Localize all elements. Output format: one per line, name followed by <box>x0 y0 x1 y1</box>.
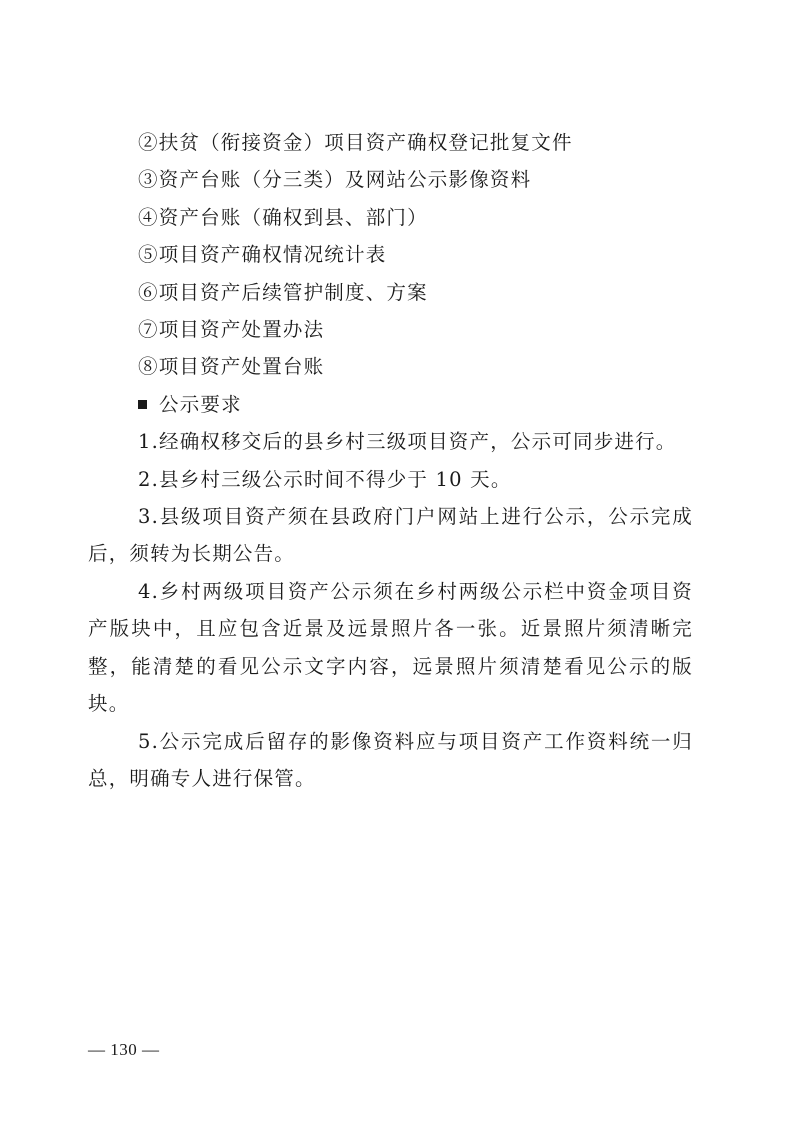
list-item: ⑥项目资产后续管护制度、方案 <box>138 280 428 304</box>
list-item: ⑧项目资产处置台账 <box>138 355 325 379</box>
paragraph: 3.县级项目资产须在县政府门户网站上进行公示，公示完成后，须转为长期公告。 <box>88 505 693 566</box>
paragraph: 2.县乡村三级公示时间不得少于 10 天。 <box>138 467 512 491</box>
paragraph: 4.乡村两级项目资产公示须在乡村两级公示栏中资金项目资产版块中，且应包含近景及远景照片各一张。近景照片须清晰完整，能清楚的看见公示文字内容，远景照片须清楚看见公示的版块。 <box>88 579 693 716</box>
page-number: — 130 — <box>88 1040 160 1059</box>
section-heading-text: 公示要求 <box>159 392 242 416</box>
section-heading <box>88 386 693 423</box>
list-item: ②扶贫（衔接资金）项目资产确权登记批复文件 <box>138 131 573 154</box>
paragraph: 5.公示完成后留存的影像资料应与项目资产工作资料统一归总，明确专人进行保管。 <box>88 729 693 790</box>
list-item: ⑦项目资产处置办法 <box>138 318 325 342</box>
paragraph: 1.经确权移交后的县乡村三级项目资产，公示可同步进行。 <box>138 430 677 454</box>
list-item: ⑤项目资产确权情况统计表 <box>138 243 387 267</box>
page-body <box>88 124 693 797</box>
list-item: ④资产台账（确权到县、部门） <box>138 205 428 229</box>
list-item: ③资产台账（分三类）及网站公示影像资料 <box>138 168 532 192</box>
square-bullet-icon <box>138 400 147 409</box>
